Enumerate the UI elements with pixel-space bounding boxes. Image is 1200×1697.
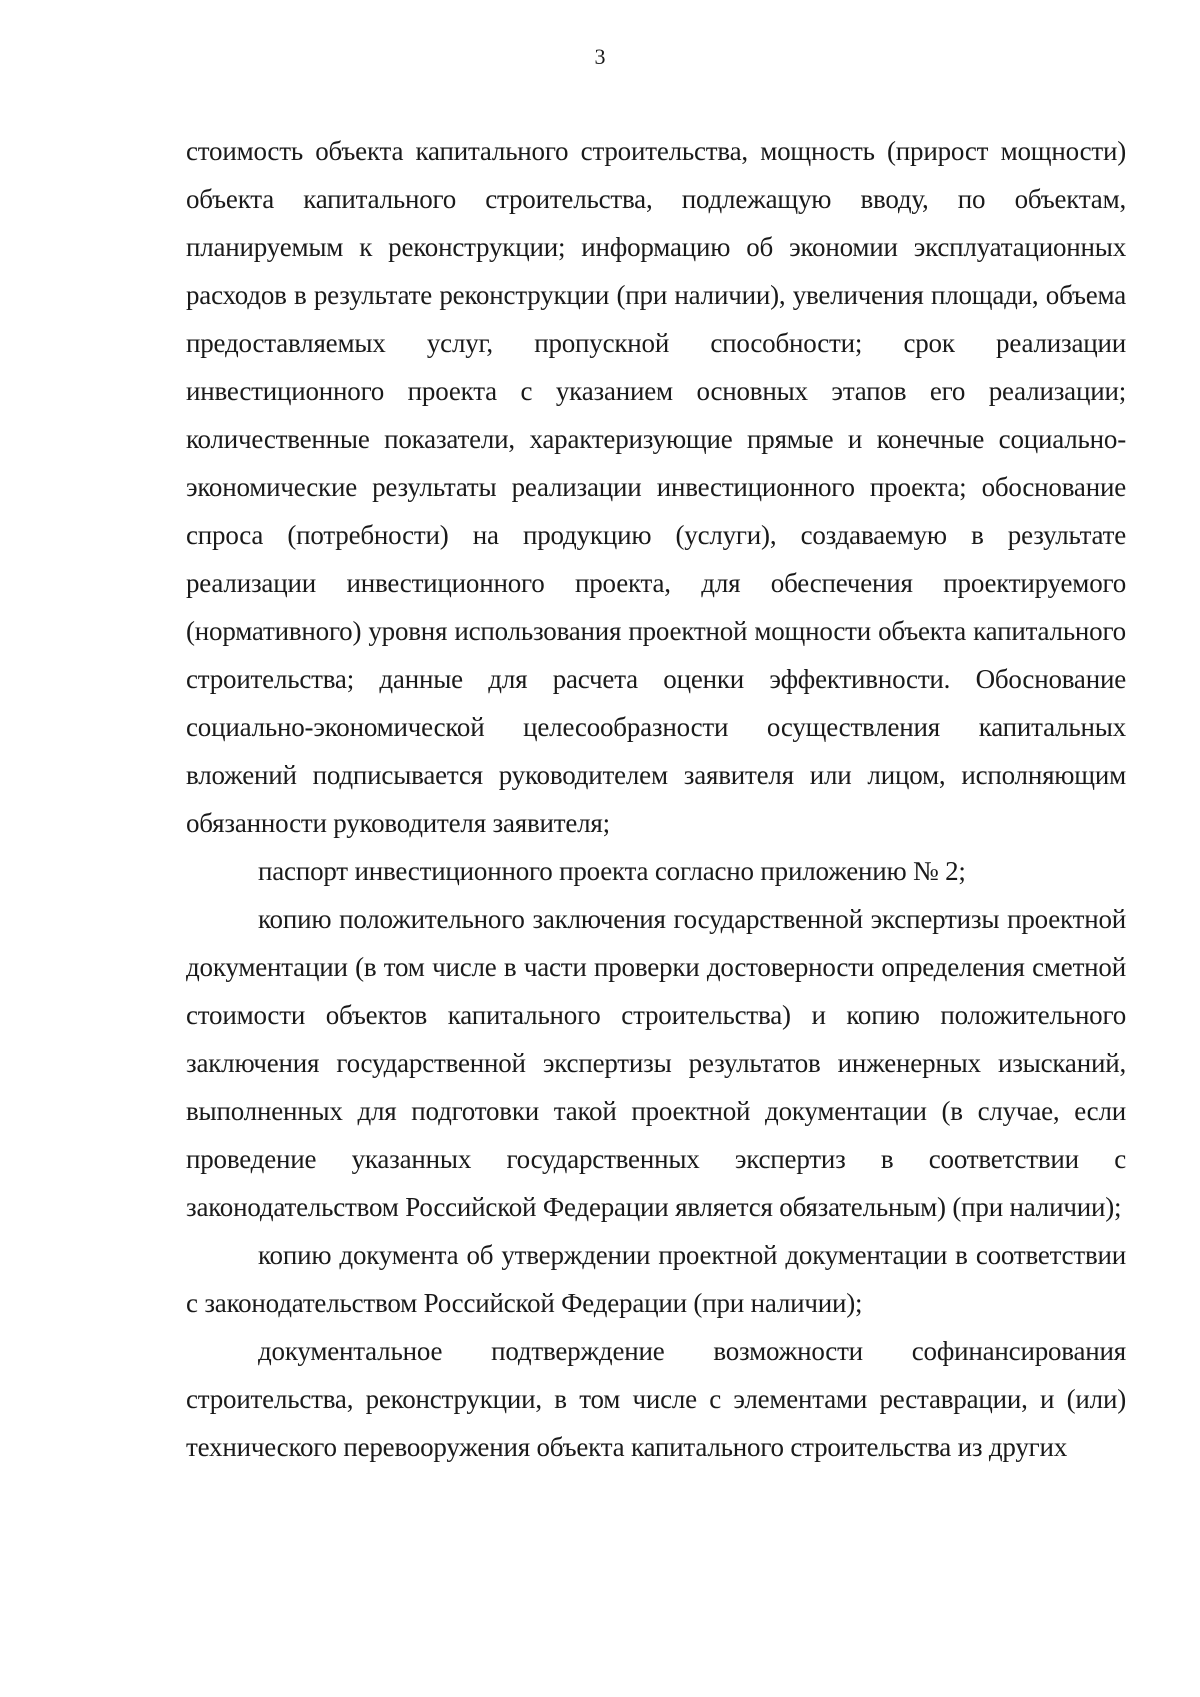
document-body <box>186 127 1126 1471</box>
paragraph-approval-copy: копию документа об утверждении проектной документации в соответствии с законодательством Российской Федерации (при наличии); <box>186 1240 1126 1318</box>
paragraph-justification: стоимость объекта капитального строительства, мощность (прирост мощности) объекта капитального строительства, подлежащую вводу, по объектам, планируемым к реконструкции; информацию об экономии эксплуатационных расходов в результате реконструкции (при наличии), увеличения площади, объема предоставляемых услуг, пропускной способности; срок реализации инвестиционного проекта с указанием основных этапов его реализации; количественные показатели, характеризующие прямые и конечные социально-экономические результаты реализации инвестиционного проекта; обоснование спроса (потребности) на продукцию (услуги), создаваемую в результате реализации инвестиционного проекта, для обеспечения проектируемого (нормативного) уровня использования проектной мощности объекта капитального строительства; данные для расчета оценки эффективности. Обоснование социально-экономической целесообразности осуществления капитальных вложений подписывается руководителем заявителя или лицом, исполняющим обязанности руководителя заявителя; <box>186 136 1126 838</box>
paragraph-expertise-copy: копию положительного заключения государственной экспертизы проектной документации (в том числе в части проверки достоверности определения сметной стоимости объектов капитального строительства) и копию положительного заключения государственной экспертизы результатов инженерных изысканий, выполненных для подготовки такой проектной документации (в случае, если проведение указанных государственных экспертиз в соответствии с законодательством Российской Федерации является обязательным) (при наличии); <box>186 904 1126 1222</box>
paragraph-cofinancing: документальное подтверждение возможности софинансирования строительства, реконструкции, в том числе с элементами реставрации, и (или) технического перевооружения объекта капитального строительства из других <box>186 1336 1126 1462</box>
page-number: 3 <box>594 44 606 69</box>
paragraph-passport: паспорт инвестиционного проекта согласно приложению № 2; <box>258 856 966 886</box>
